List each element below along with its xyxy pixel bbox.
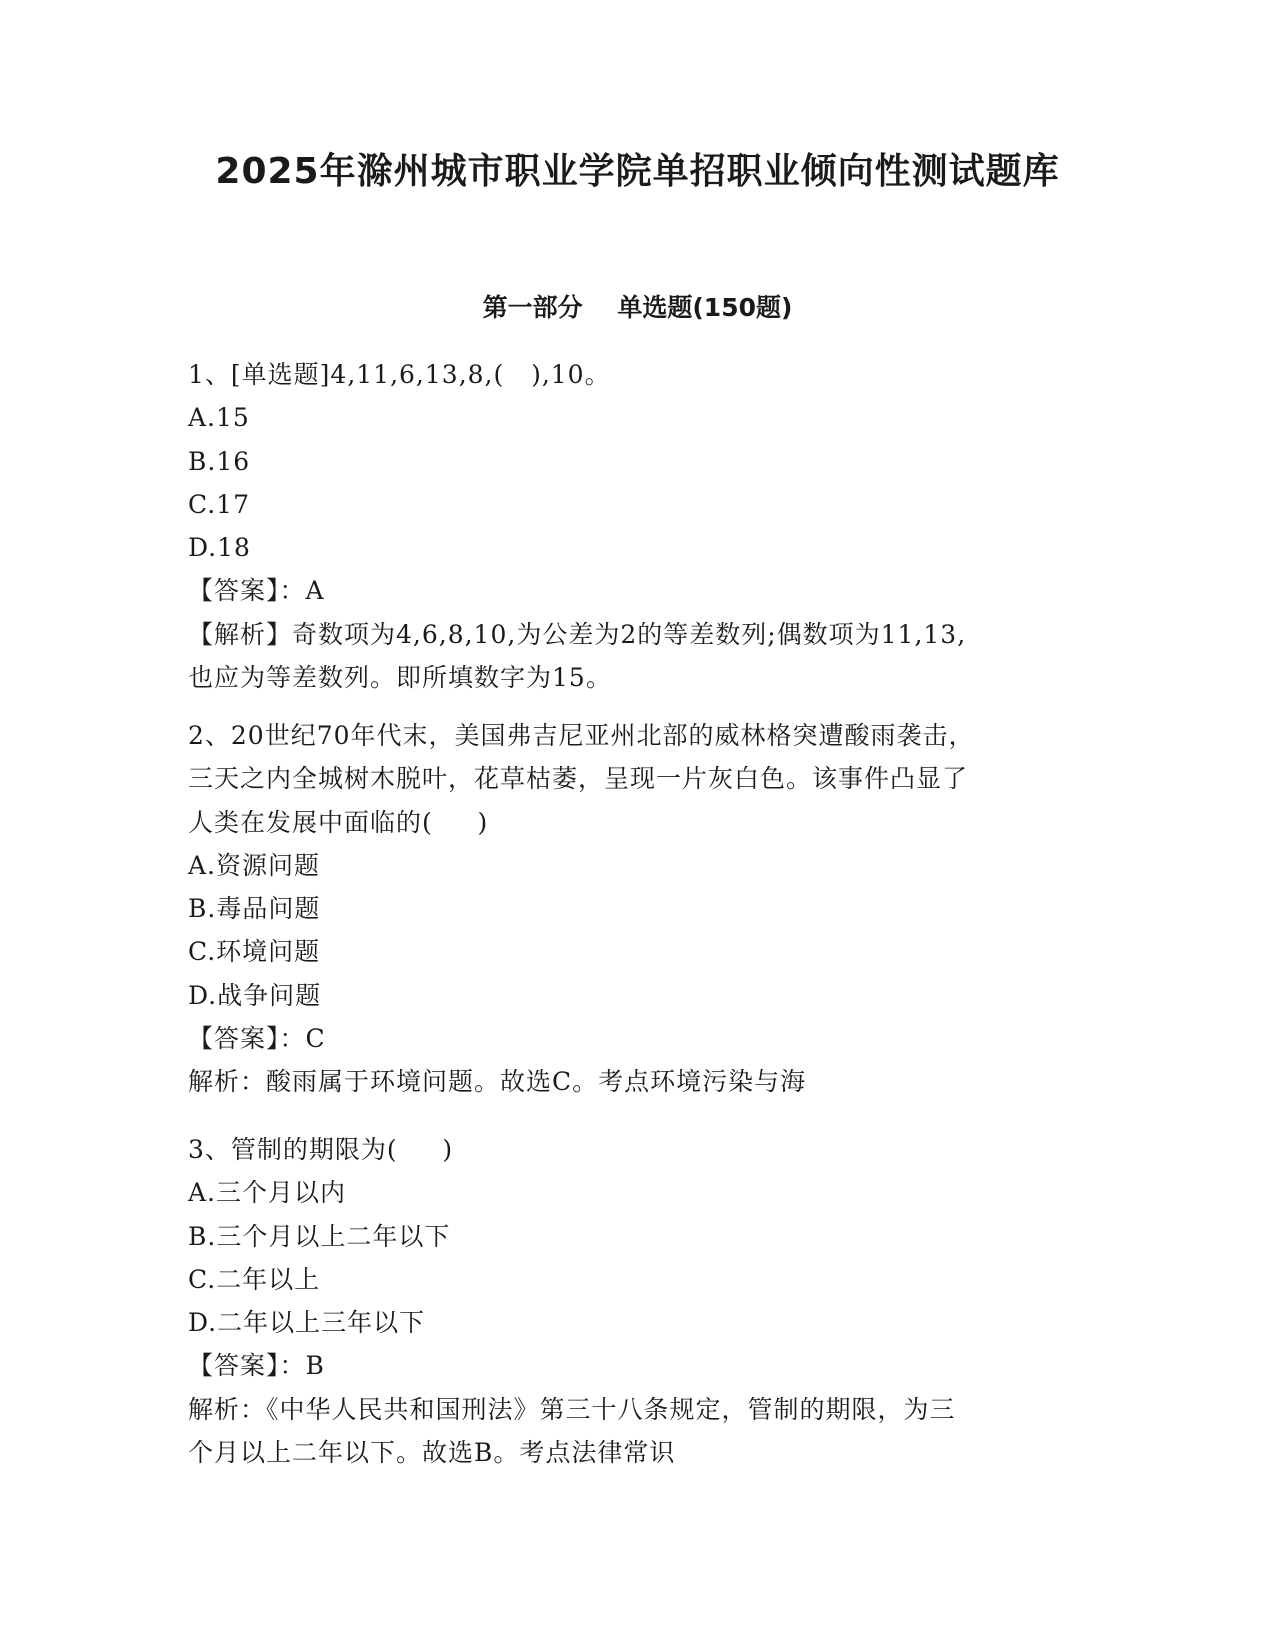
option-a: A.三个月以内: [188, 1178, 347, 1208]
analysis-line: 也应为等差数列。即所填数字为15。: [188, 663, 612, 693]
question-3: [188, 1128, 1088, 1474]
analysis-line: 解析：酸雨属于环境问题。故选C。考点环境污染与海: [188, 1067, 807, 1097]
analysis-line: 个月以上二年以下。故选B。考点法律常识: [188, 1438, 676, 1468]
question-1: [188, 353, 1088, 699]
option-c: C.二年以上: [188, 1264, 321, 1294]
option-b: B.三个月以上二年以下: [188, 1221, 451, 1251]
section-title: 第一部分 单选题(150题): [482, 293, 793, 322]
question-stem: 三天之内全城树木脱叶，花草枯萎，呈现一片灰白色。该事件凸显了: [188, 764, 969, 794]
answer: 【答案】：C: [188, 1024, 326, 1054]
option-d: D.18: [188, 533, 251, 563]
question-2: [188, 714, 1088, 1104]
question-stem: 3、管制的期限为( ): [188, 1135, 454, 1164]
analysis-line: 解析：《中华人民共和国刑法》第三十八条规定，管制的期限，为三: [188, 1394, 956, 1424]
option-d: D.二年以上三年以下: [188, 1308, 426, 1338]
option-d: D.战争问题: [188, 980, 322, 1010]
option-b: B.毒品问题: [188, 894, 321, 924]
option-c: C.17: [188, 489, 250, 519]
option-b: B.16: [188, 446, 251, 476]
option-c: C.环境问题: [188, 937, 321, 967]
option-a: A.资源问题: [188, 850, 321, 880]
question-stem: 人类在发展中面临的( ): [188, 807, 489, 837]
answer: 【答案】：A: [188, 576, 325, 606]
analysis-line: 【解析】奇数项为4,6,8,10,为公差为2的等差数列;偶数项为11,13,: [188, 619, 967, 649]
option-a: A.15: [188, 403, 250, 433]
answer: 【答案】：B: [188, 1351, 325, 1381]
document-title: 2025年滁州城市职业学院单招职业倾向性测试题库: [215, 151, 1060, 192]
question-stem: 2、20世纪70年代末，美国弗吉尼亚州北部的威林格突遭酸雨袭击，: [188, 721, 975, 750]
question-stem: 1、[单选题]4,11,6,13,8,( ),10。: [188, 360, 611, 389]
